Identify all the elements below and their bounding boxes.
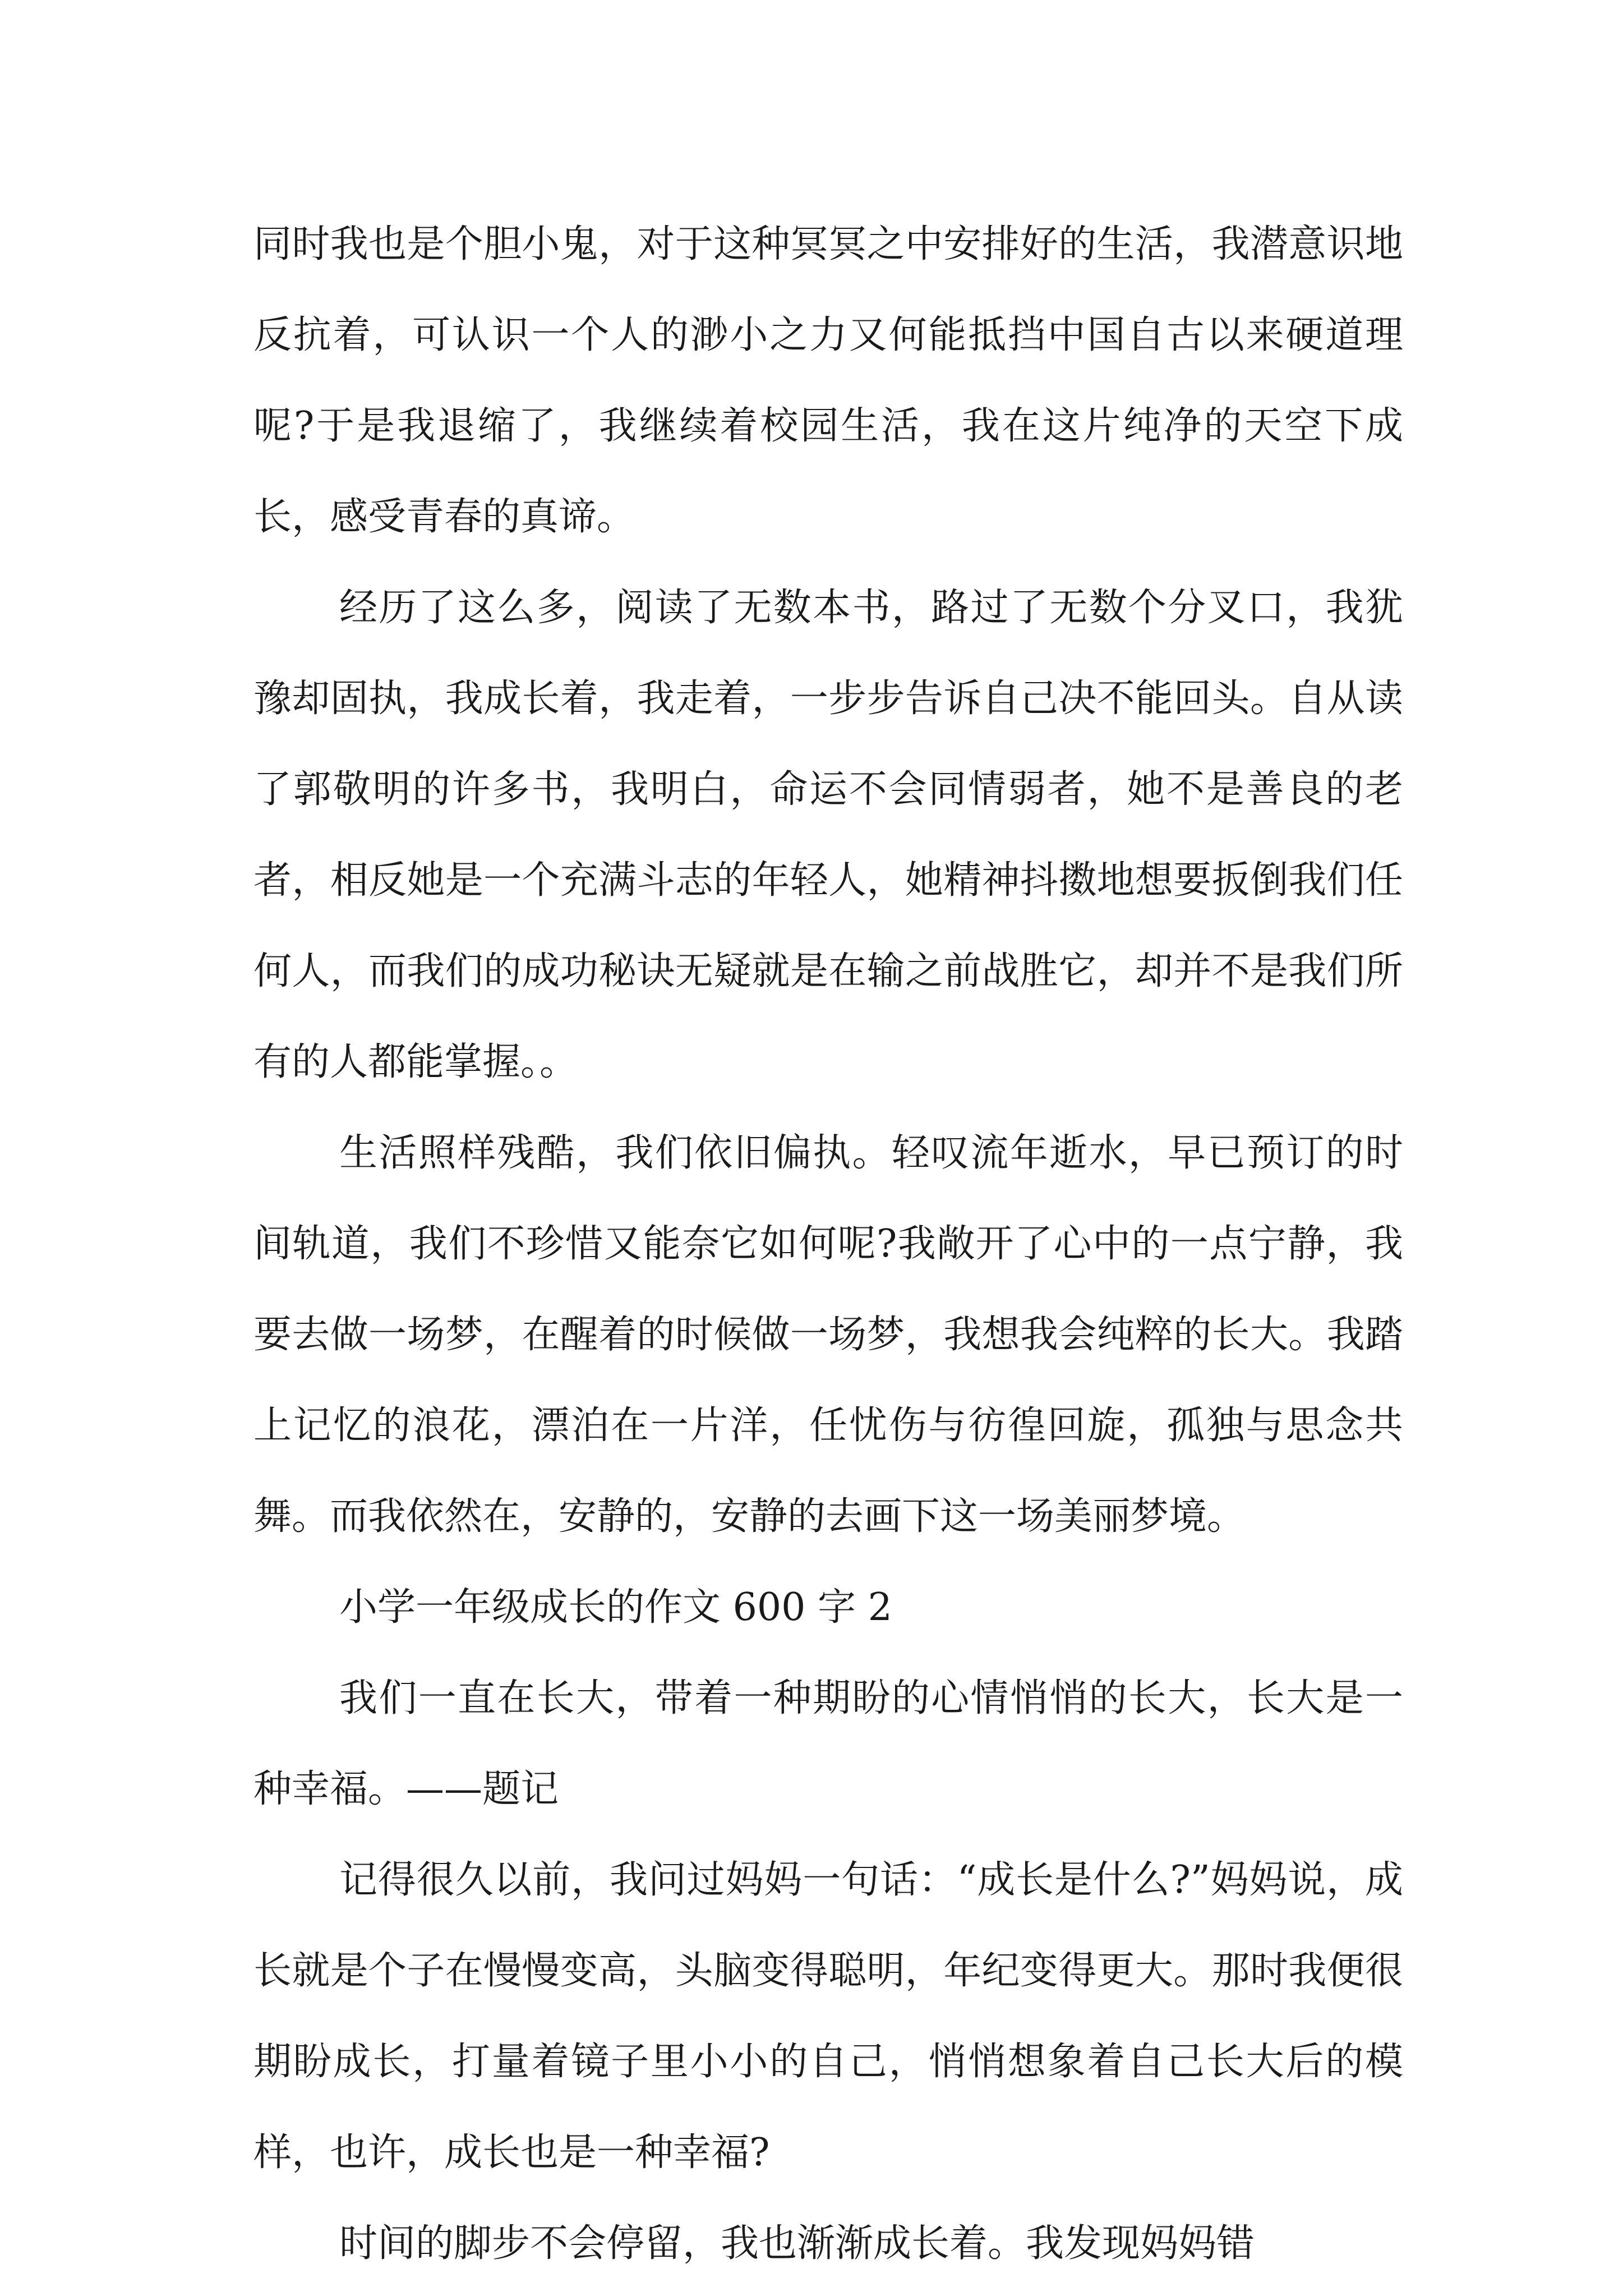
paragraph: 记得很久以前，我问过妈妈一句话：“成长是什么?”妈妈说，成长就是个子在慢慢变高，头脑变得聪明，年纪变得更大。那时我便很期盼成长，打量着镜子里小小的自己，悄悄想象着自己长大后的模样，也许，成长也是一种幸福? [253,1858,1403,2175]
paragraph: 经历了这么多，阅读了无数本书，路过了无数个分叉口，我犹豫却固执，我成长着，我走着，一步步告诉自己决不能回头。自从读了郭敬明的许多书，我明白，命运不会同情弱者，她不是善良的老者，相反她是一个充满斗志的年轻人，她精神抖擞地想要扳倒我们任何人，而我们的成功秘诀无疑就是在输之前战胜它，却并不是我们所有的人都能掌握。。 [253,586,1403,1084]
paragraph: 我们一直在长大，带着一种期盼的心情悄悄的长大，长大是一种幸福。——题记 [253,1676,1403,1811]
paragraph: 时间的脚步不会停留，我也渐渐成长着。我发现妈妈错 [339,2221,1255,2266]
paragraph: 同时我也是个胆小鬼，对于这种冥冥之中安排好的生活，我潜意识地反抗着，可认识一个人的渺小之力又何能抵挡中国自古以来硬道理呢?于是我退缩了，我继续着校园生活，我在这片纯净的天空下成长，感受青春的真谛。 [253,222,1403,539]
section-heading: 小学一年级成长的作文 600 字 2 [339,1585,892,1630]
article-body [253,199,1403,2289]
paragraph: 生活照样残酷，我们依旧偏执。轻叹流年逝水，早已预订的时间轨道，我们不珍惜又能奈它如何呢?我敞开了心中的一点宁静，我要去做一场梦，在醒着的时候做一场梦，我想我会纯粹的长大。我踏上记忆的浪花，漂泊在一片洋，任忧伤与彷徨回旋，孤独与思念共舞。而我依然在，安静的，安静的去画下这一场美丽梦境。 [253,1131,1403,1539]
